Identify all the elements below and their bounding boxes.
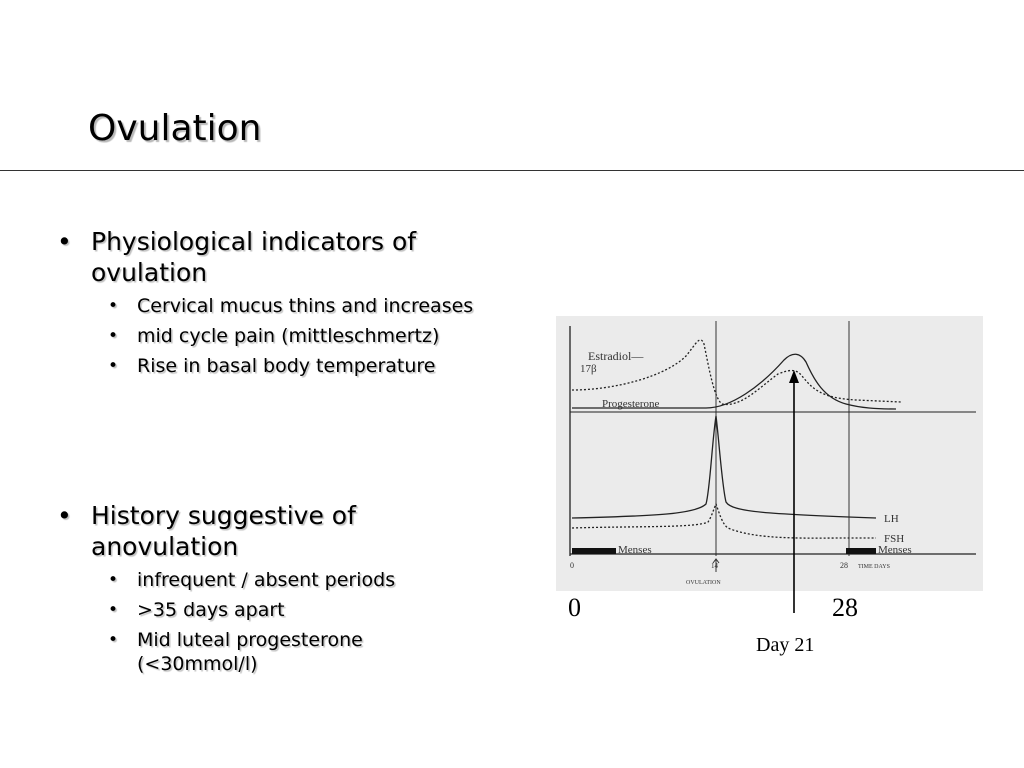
bullet-heading: [55, 226, 485, 288]
fsh-curve: [572, 504, 876, 538]
day21-arrow-icon: [780, 365, 810, 615]
bullet-heading-text: History suggestive of anovulation: [91, 501, 356, 561]
sub-bullet-text: infrequent / absent periods: [137, 569, 396, 591]
bullet-icon: •: [108, 630, 119, 650]
progesterone-label: Progesterone: [602, 398, 660, 410]
bullet-icon: •: [108, 326, 119, 346]
hormone-graph-svg: [556, 316, 983, 591]
sub-bullet: [55, 294, 485, 318]
ovulation-label: OVULATION: [686, 580, 721, 586]
physiological-section: [55, 226, 485, 384]
menses-bar-left: [572, 548, 616, 554]
bullet-icon: •: [57, 227, 72, 256]
tick-14-label: 14: [711, 562, 718, 570]
slide-title: Ovulation: [88, 108, 262, 149]
tick-0-label: 0: [570, 561, 574, 570]
bullet-icon: •: [108, 296, 119, 316]
bullet-heading-text: Physiological indicators of ovulation: [91, 227, 417, 287]
sub-bullet: [55, 354, 485, 378]
bullet-icon: •: [57, 501, 72, 530]
sub-bullet: [55, 628, 485, 676]
bullet-heading: [55, 500, 485, 562]
estradiol-label: Estradiol—: [588, 349, 644, 363]
axis-end-label: 28: [832, 593, 858, 622]
bullet-icon: •: [108, 356, 119, 376]
sub-bullet: [55, 568, 485, 592]
fsh-label: FSH: [884, 533, 905, 545]
menses-left-label: Menses: [618, 544, 652, 556]
menses-bar-right: [846, 548, 876, 554]
sub-bullet-text: >35 days apart: [137, 599, 285, 621]
bullet-icon: •: [108, 570, 119, 590]
title-divider: [0, 170, 1024, 171]
sub-bullet-text: Cervical mucus thins and increases: [137, 295, 474, 317]
time-days-label: TIME DAYS: [858, 564, 890, 570]
hormone-cycle-graph: [556, 316, 983, 591]
sub-bullet: [55, 598, 485, 622]
day21-label: Day 21: [756, 634, 815, 656]
lh-curve: [572, 416, 876, 518]
sub-bullet-text: Rise in basal body temperature: [137, 355, 436, 377]
menses-right-label: Menses: [878, 544, 912, 556]
anovulation-section: [55, 500, 485, 682]
sub-bullet: [55, 324, 485, 348]
sub-bullet-text: mid cycle pain (mittleschmertz): [137, 325, 440, 347]
lh-label: LH: [884, 513, 899, 525]
tick-28-label: 28: [840, 561, 848, 570]
axis-start-label: 0: [568, 593, 581, 622]
bullet-icon: •: [108, 600, 119, 620]
estradiol-sub-label: 17β: [580, 363, 597, 375]
sub-bullet-text: Mid luteal progesterone (<30mmol/l): [137, 629, 363, 675]
